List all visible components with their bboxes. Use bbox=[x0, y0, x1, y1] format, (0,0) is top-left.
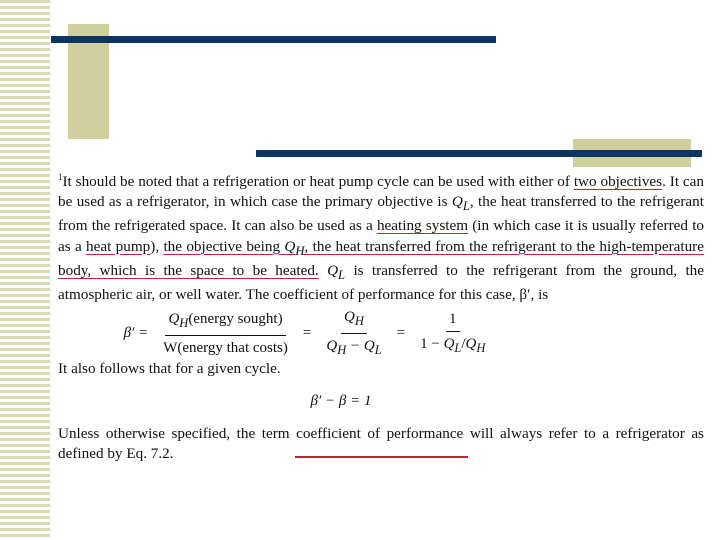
highlight-coefficient-of-performance: coefficient of performance bbox=[296, 424, 464, 442]
symbol-ql: $Q_L$ bbox=[451, 193, 470, 214]
equation-beta-relation: β′ − β = 1 bbox=[310, 393, 372, 410]
equation-cop-heat-pump bbox=[0, 307, 704, 359]
text-run: , the heat transferred to the refrigerant from the refrigerated space. It can also be used as a bbox=[58, 193, 704, 235]
paragraph-given-cycle: It also follows that for a given cycle. bbox=[58, 360, 281, 378]
eq-lhs: β′ = bbox=[123, 325, 149, 342]
fraction-energy: $\frac{Q_H(energy sought)}{\text{W(energy that costs)}}$ bbox=[163, 310, 288, 356]
symbol-ql: $Q_L$ bbox=[327, 261, 346, 282]
text-run: It should be noted that a refrigeration or heat pump cycle can be used with either of bbox=[62, 173, 574, 190]
text-run: will always refer to a refrigerator as defined by Eq. 7.2. bbox=[58, 424, 704, 462]
highlight-two-objectives: two objectives bbox=[573, 173, 663, 190]
equals-sign: = bbox=[302, 325, 312, 342]
fraction-reciprocal: $\frac{1}{1 - Q_L/Q_H}$ bbox=[420, 310, 486, 355]
highlight-objective-being: the objective being $Q_H$, the heat transferred from the refrigerant to the high-temperature body, which is the space to be heated. bbox=[58, 237, 704, 279]
highlight-heat-pump: heat pump bbox=[86, 237, 151, 255]
slide-body bbox=[58, 172, 704, 464]
underline-coefficient-of-performance bbox=[295, 456, 468, 458]
text-run: (in which case it is usually referred to as a bbox=[58, 217, 705, 255]
decorative-navy-bar-top bbox=[51, 36, 496, 43]
equals-sign: = bbox=[396, 325, 406, 342]
paragraph-heat-pump-intro bbox=[58, 172, 704, 305]
text-run: ), bbox=[150, 237, 164, 255]
decorative-striped-strip bbox=[0, 0, 50, 540]
text-run: . It can be used as a refrigerator, in which case the primary objective is bbox=[58, 173, 704, 211]
paragraph-cop-definition bbox=[58, 424, 704, 464]
fraction-qh-ratio: $\frac{Q_H}{Q_H - Q_L}$ bbox=[326, 308, 382, 357]
text-run: Unless otherwise specified, the term bbox=[58, 424, 297, 442]
footnote-mark: 1 bbox=[58, 172, 63, 182]
decorative-navy-bar-middle bbox=[256, 150, 702, 157]
highlight-heating-system: heating system bbox=[376, 217, 469, 235]
text-run: is transferred to the refrigerant from the ground, the atmospheric air, or well water. The coefficient of performance for this case, β′, is bbox=[58, 261, 705, 304]
text-run bbox=[319, 262, 327, 279]
